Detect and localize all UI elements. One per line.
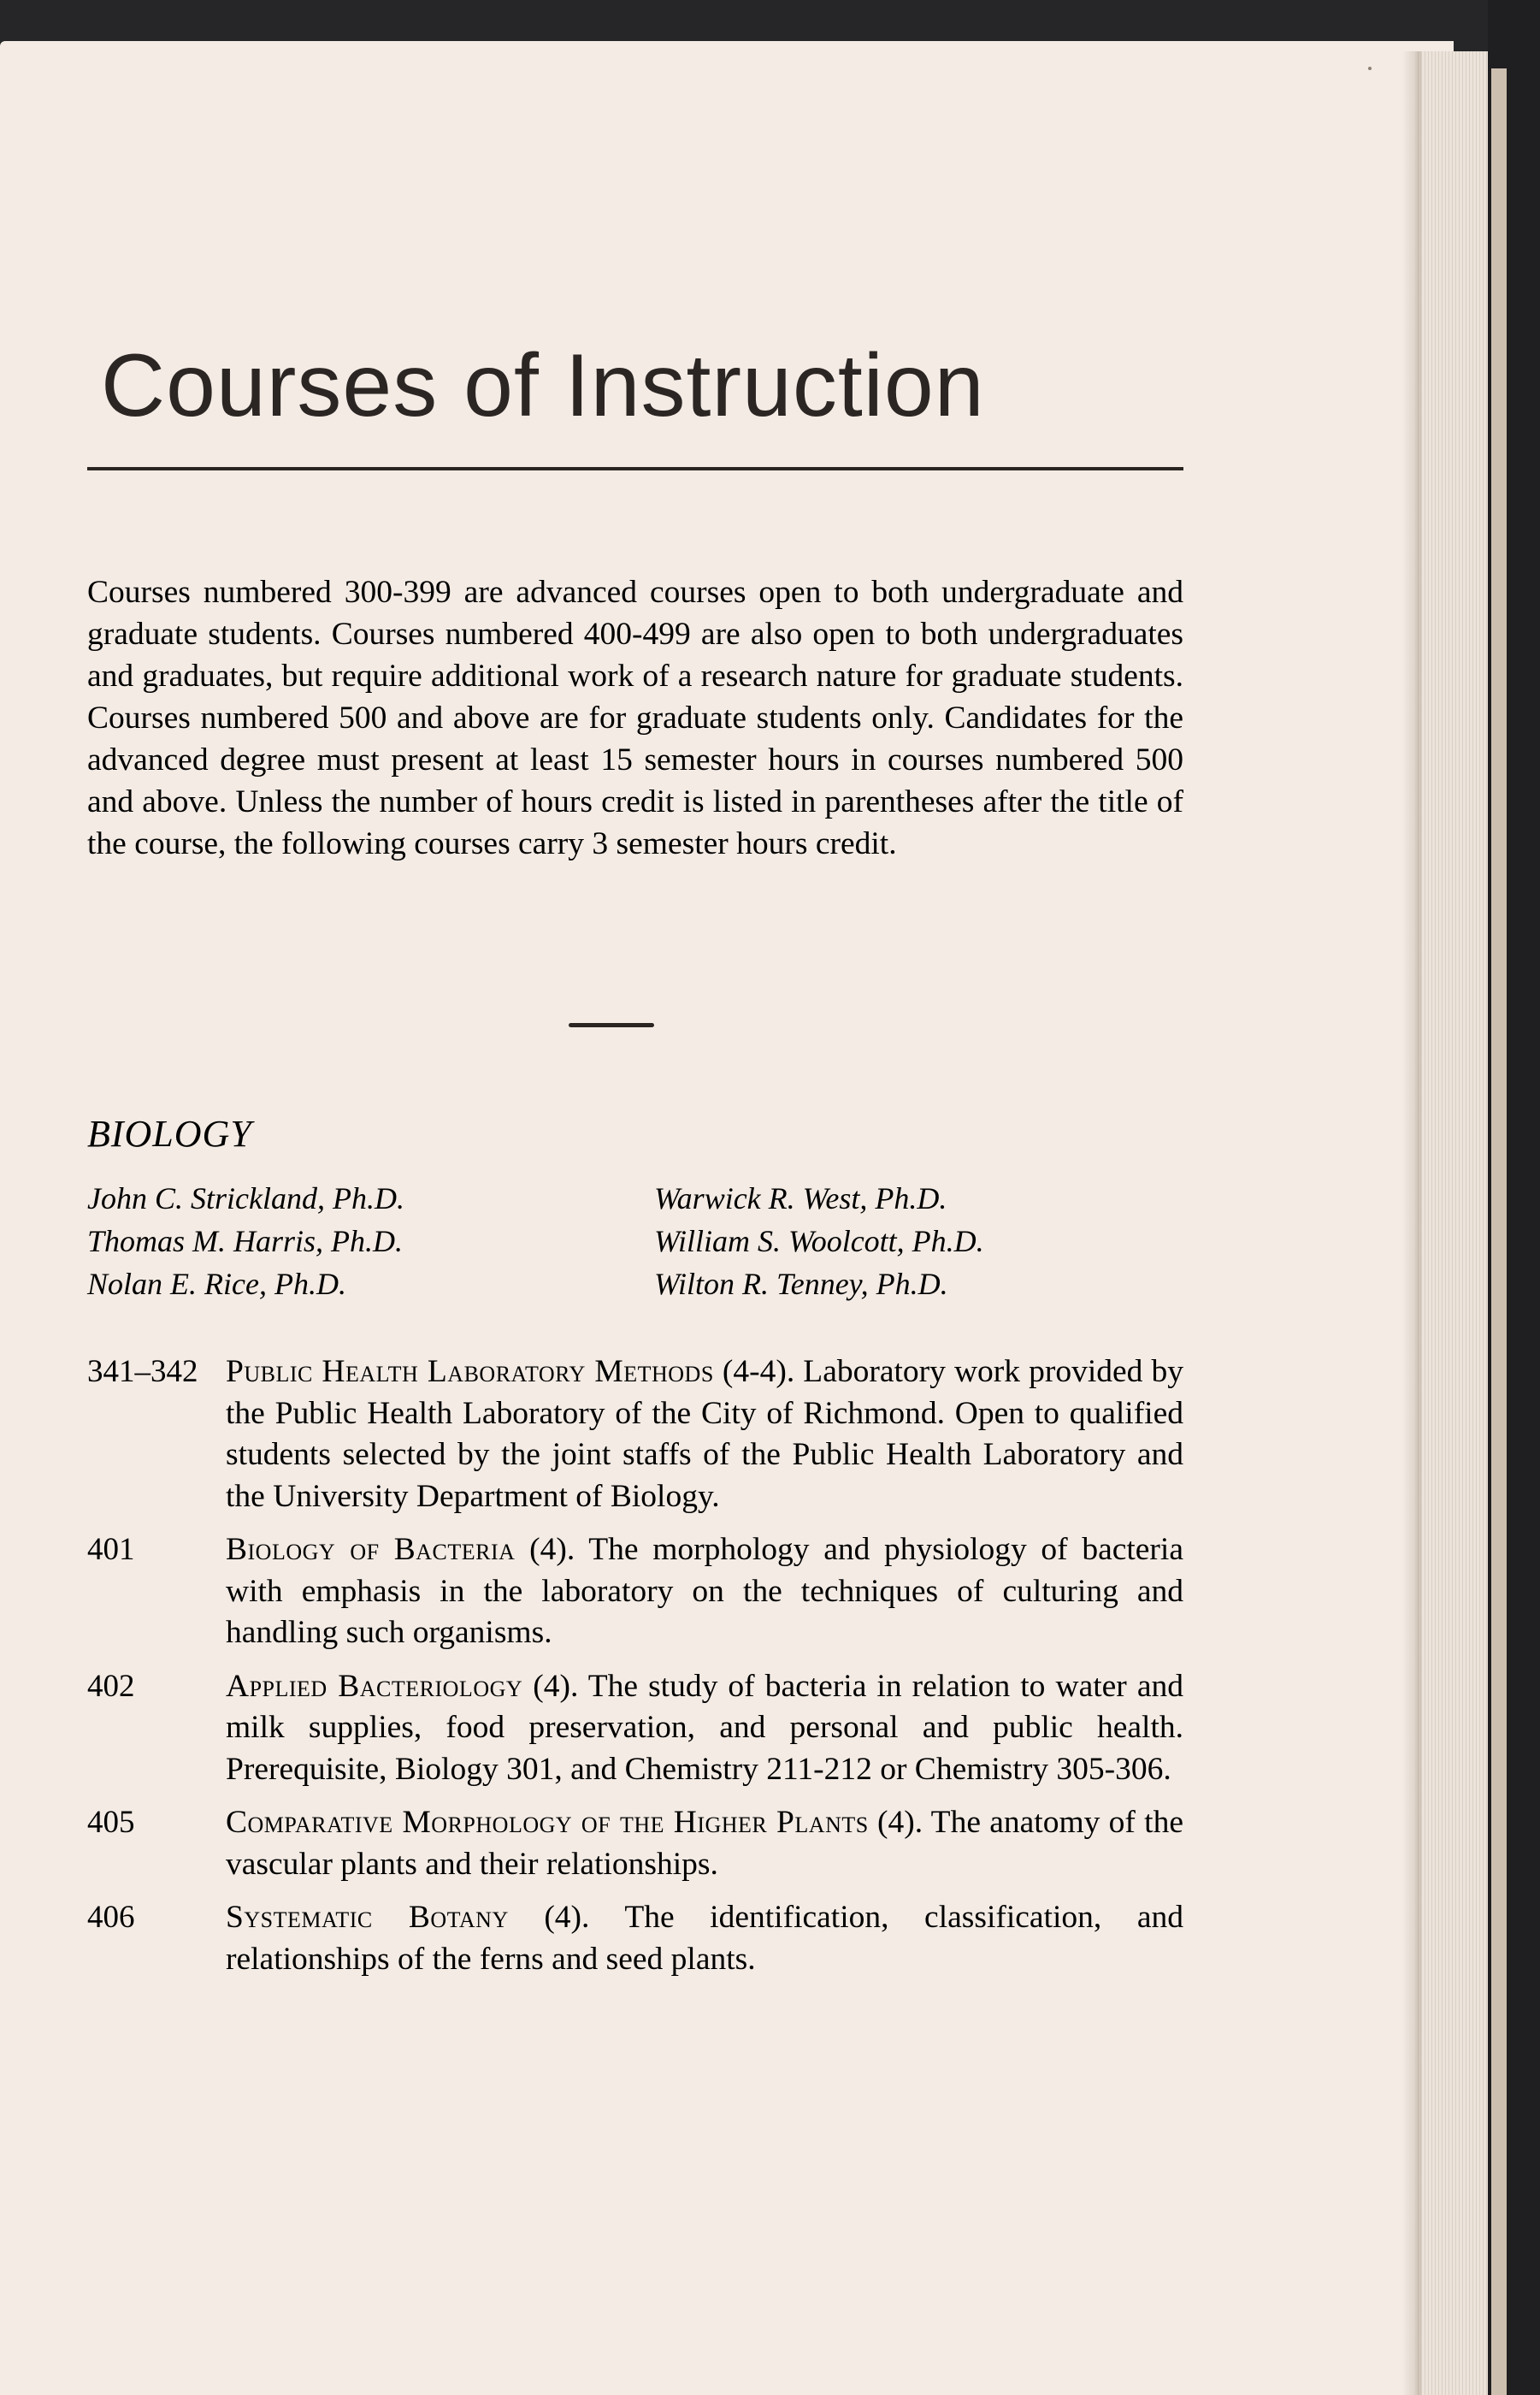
faculty-member: William S. Woolcott, Ph.D. — [654, 1224, 984, 1258]
course-credit: (4). — [522, 1668, 588, 1704]
course-number: 401 — [87, 1532, 135, 1567]
course-list — [87, 1351, 1183, 1992]
course-name: Applied Bacteriology — [226, 1668, 523, 1704]
course-entry — [87, 1897, 1183, 1980]
course-credit: (4). — [515, 1532, 589, 1567]
section-divider — [569, 1023, 654, 1027]
course-name: Public Health Laboratory Methods — [226, 1354, 714, 1389]
course-description: The study of bacteria in relation to water and milk supplies, food preservation, and personal and public health. Prerequisite, Biology 301, and Chemistry 211-212 or Chemistry 305-306. — [226, 1668, 1183, 1787]
course-number: 402 — [87, 1668, 135, 1704]
faculty-list-right — [654, 1177, 984, 1305]
faculty-member: Warwick R. West, Ph.D. — [654, 1181, 947, 1215]
course-credit: (4-4). — [713, 1354, 804, 1389]
section-heading: BIOLOGY — [87, 1113, 252, 1155]
page-edge-shadow — [1402, 51, 1421, 2395]
course-description: Laboratory work provided by the Public Health Laboratory of the City of Richmond. Open to qualified students selected by the joint staffs of the Public Health Laboratory and the University Department of Biology. — [226, 1354, 1183, 1514]
faculty-member: John C. Strickland, Ph.D. — [87, 1181, 404, 1215]
course-entry — [87, 1666, 1183, 1791]
course-entry — [87, 1351, 1183, 1517]
course-body — [226, 1666, 1183, 1791]
course-number: 405 — [87, 1805, 135, 1840]
intro-paragraph: Courses numbered 300-399 are advanced courses open to both undergraduate and graduate students. Courses numbered 400-499 are also open to both undergraduates and graduates, but require additional work of a research nature for graduate students. Courses numbered 500 and above are for graduate students only. Candidates for the advanced degree must present at least 15 semester hours in courses numbered 500 and above. Unless the number of hours credit is listed in parentheses after the title of the course, the following courses carry 3 semester hours credit. — [87, 575, 1183, 861]
faculty-member: Wilton R. Tenney, Ph.D. — [654, 1267, 948, 1301]
faculty-member: Thomas M. Harris, Ph.D. — [87, 1224, 404, 1258]
course-number: 341–342 — [87, 1354, 198, 1389]
course-number: 406 — [87, 1900, 135, 1935]
course-name: Comparative Morphology of the Higher Plants — [226, 1805, 869, 1840]
course-entry — [87, 1529, 1183, 1654]
course-body — [226, 1802, 1183, 1885]
dust-speck — [1368, 67, 1372, 70]
title-rule — [87, 467, 1183, 470]
course-credit: (4). — [508, 1900, 625, 1935]
course-entry — [87, 1802, 1183, 1885]
course-name: Biology of Bacteria — [226, 1532, 516, 1567]
binding-inner-edge — [1491, 68, 1507, 2395]
course-description: The morphology and physiology of bacteria with emphasis in the laboratory on the techniques of culturing and handling such organisms. — [226, 1532, 1183, 1650]
page-title: Courses of Instruction — [101, 336, 985, 435]
course-body — [226, 1351, 1183, 1517]
course-description: The anatomy of the vascular plants and their relationships. — [226, 1805, 1183, 1882]
course-credit: (4). — [868, 1805, 931, 1840]
course-name: Systematic Botany — [226, 1900, 509, 1935]
faculty-list-left — [87, 1177, 404, 1305]
page-edges — [1415, 51, 1488, 2395]
course-body — [226, 1897, 1183, 1980]
course-description: The identification, classification, and relationships of the ferns and seed plants. — [226, 1900, 1183, 1977]
course-body — [226, 1529, 1183, 1654]
faculty-member: Nolan E. Rice, Ph.D. — [87, 1267, 346, 1301]
